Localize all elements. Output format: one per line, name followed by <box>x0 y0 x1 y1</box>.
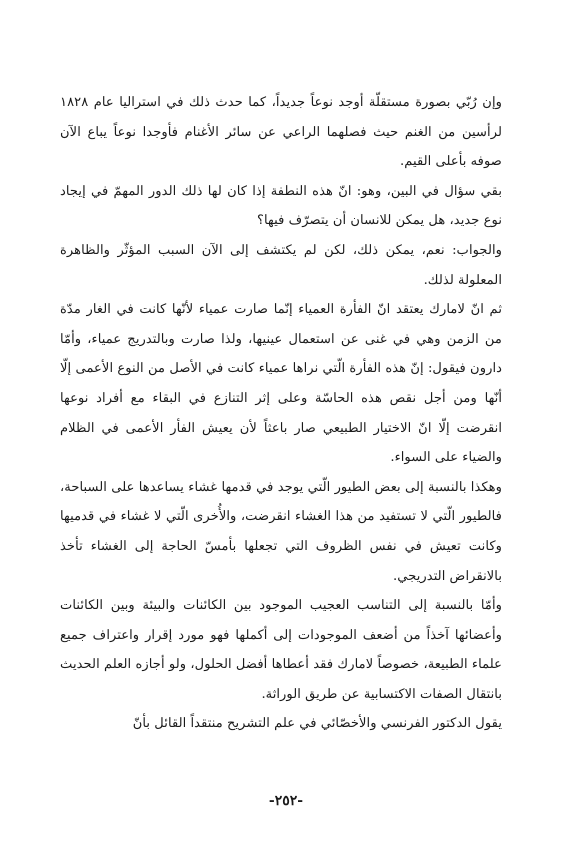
paragraph-7: يقول الدكتور الفرنسي والأخصّائي في علم التشريح منتقداً القائل بأنّ <box>132 716 502 732</box>
paragraph-1: وإن رُبّي بصورة مستقلّة أوجد نوعاً جديداً، كما حدث ذلك في استراليا عام ١٨٢٨ لرأسين من الغنم حيث فصلهما الراعي عن سائر الأغنام فأوجدا نوعاً يباع الآن صوفه بأعلى القيم. <box>60 95 502 170</box>
paragraph-5: وهكذا بالنسبة إلى بعض الطيور الّتي يوجد في قدمها غشاء يساعدها على السباحة، فالطيور الّتي لا تستفيد من هذا الغشاء انقرضت، والأُخرى الّتي لا غشاء في قدميها وكانت تعيش في نفس الظروف التي تجعلها بأمسّ الحاجة إلى الغشاء تأخذ بالانقراض التدريجي. <box>60 479 502 584</box>
page-number: -٢٥٢- <box>268 793 304 809</box>
page-body <box>60 88 502 739</box>
paragraph-2: بقي سؤال في البين، وهو: انّ هذه النطفة إذا كان لها ذلك الدور المهمّ في إيجاد نوع جديد، هل يمكن للانسان أن يتصرّف فيها؟ <box>60 183 502 229</box>
paragraph-3: والجواب: نعم، يمكن ذلك، لكن لم يكتشف إلى الآن السبب المؤثّر والظاهرة المعلولة لذلك. <box>60 242 502 288</box>
paragraph-6: وأمّا بالنسبة إلى التناسب العجيب الموجود بين الكائنات والبيئة وبين الكائنات وأعضائها آخذاً من أضعف الموجودات إلى أكملها فهو مورد إقرار واعتراف جميع علماء الطبيعة، خصوصاً لامارك فقد أعطاها أفضل الحلول، ولو أجازه العلم الحديث بانتقال الصفات الاكتسابية عن طريق الوراثة. <box>60 598 502 702</box>
paragraph-4: ثم انّ لامارك يعتقد انّ الفأرة العمياء إنّما صارت عمياء لأنّها كانت في الغار مدّة من الزمن وهي في غنى عن استعمال عينيها، ولذا صارت وبالتدريج عمياء، وأمّا دارون فيقول: إنّ هذه الفأرة الّتي نراها عمياء كانت في الأصل من النوع الأعمى إلّا أنّها ومن أجل نقص هذه الحاسّة وعلى إثر التنازع في البقاء مع أفراد نوعها انقرضت إلّا انّ الاختيار الطبيعي صار باعثاً لأن يعيش الفأر الأعمى في الظلام والضياء على السواء. <box>60 302 502 466</box>
